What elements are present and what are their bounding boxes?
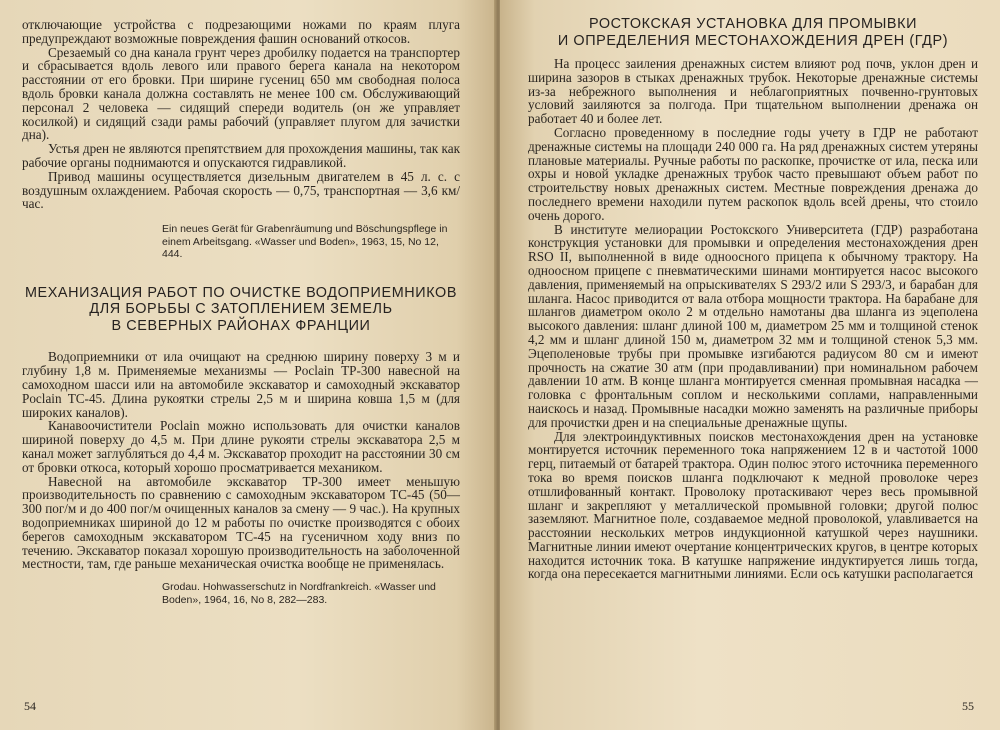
page-number: 55 <box>962 699 974 713</box>
heading-line: МЕХАНИЗАЦИЯ РАБОТ ПО ОЧИСТКЕ ВОДОПРИЕМНИКОВ <box>24 284 458 301</box>
source-citation: Grodau. Hohwasserschutz in Nordfrankreich. «Wasser und Boden», 1964, 16, No 8, 282—283. <box>162 581 436 606</box>
section-heading <box>22 285 460 335</box>
paragraph: Водоприемники от ила очищают на среднюю ширину поверху 3 м и глубину 1,8 м. Применяемые механизмы — Poclain TP-300 навесной на самоходном шасси или на автомобиле экскаватор и самоходный экскаватор Poclain TC-45. Длина рукоятки стрелы 2,5 м и ширина ковша 1,5 м (для широких каналов). <box>22 349 460 420</box>
paragraph: Канавоочистители Poclain можно использовать для очистки каналов шириной поверху до 4,5 м. При длине рукояти стрелы экскаватора 2,5 м канал может заглубляться до 4,4 м. Экскаватор проходит на расстоянии 30 см от бровки откоса, который хорошо просматривается механиком. <box>22 418 460 475</box>
page-number: 54 <box>24 699 36 713</box>
right-page <box>500 0 1000 730</box>
heading-line: В СЕВЕРНЫХ РАЙОНАХ ФРАНЦИИ <box>111 317 371 334</box>
paragraph: В институте мелиорации Ростокского Университета (ГДР) разработана конструкция установки для промывки и определения местонахождения дрен RSO II, выполненной в виде одноосного прицепа к обычному трактору. На одноосном прицепе с пневматическими шинами монтируется насос высокого давления, применяемый на опрыскивателях S 293/2 или S 293/3, и барабан для шланга. Насос приводится от вала отбора мощности трактора. На барабане для шлангов диаметром около 2 м отдельно намотаны два шланга из эцеполена высокого давления: шланг длиной 100 м, диаметром 25 мм и толщиной стенок 4,2 мм и шланг длиной 150 м, диаметром 32 мм и толщиной стенок 5,3 мм. Эцеполеновые трубы при промывке изгибаются радиусом 80 см и имеют прочность на сжатие 30 атм (при продавливании) при номинальном рабочем давлении 10 атм. В конце шланга монтируется сменная промывная насадка — головка с фронтальным соплом и несколькими соплами, направленными наискось и назад. Промывные насадки можно заменять на различные приборы для прочистки дрен и на специальные дренажные щупы. <box>528 221 978 430</box>
paragraph: Срезаемый со дна канала грунт через дробилку подается на транспортер и сбрасывается вдоль левого или правого берега канала на некотором расстоянии от его бровки. При ширине гусениц 650 мм свободная полоса вдоль бровки канала должна составлять не менее 100 см. Обслуживающий персонал 2 человека — сидящий спереди водитель (он же управляет косилкой) и сидящий сзади рамы рабочий (управляет плугом для зачистки дна). <box>22 44 460 143</box>
paragraph: Для электроиндуктивных поисков местонахождения дрен на установке монтируется источник переменного тока напряжением 12 в и частотой 1000 герц, питаемый от батарей трактора. Один полюс этого источника переменного тока во время поисков шланга подключают к медной проволоке через отшлифованный контакт. Проволоку протаскивают через весь промывной шланг и закрепляют у металлической промывной головки; другой полюс заземляют. Магнитное поле, создаваемое медной проволокой, улавливается на расстоянии нескольких метров индукционной катушкой через наушники. Магнитные линии имеют очертание концентрических кругов, в центре которых находится источник тока. В катушке напряжение индуктируется лишь тогда, когда она пересекается магнитными линиями. Если ось катушки располагается <box>528 428 978 582</box>
section-heading <box>528 16 978 49</box>
paragraph: На процесс заиления дренажных систем влияют род почв, уклон дрен и ширина зазоров в стыках дренажных трубок. Некоторые дренажные системы из-за небрежного выполнения и неблагоприятных почвенно-грунтовых условий заиляются за полгода. При тщательном выполнении дренажа он работает 40 и более лет. <box>528 56 978 127</box>
heading-line: ДЛЯ БОРЬБЫ С ЗАТОПЛЕНИЕМ ЗЕМЕЛЬ <box>89 301 393 318</box>
paragraph: Устья дрен не являются препятствием для прохождения машины, так как рабочие органы поднимаются и опускаются гидравликой. <box>22 141 460 170</box>
left-page <box>0 0 496 730</box>
paragraph: Привод машины осуществляется дизельным двигателем в 45 л. с. с воздушным охлаждением. Рабочая скорость — 0,75, транспортная — 3,6 км/час. <box>22 168 460 212</box>
paragraph: отключающие устройства с подрезающими ножами по краям плуга предупреждают возможные повреждения фашин оснований откосов. <box>22 17 460 46</box>
heading-line: РОСТОКСКАЯ УСТАНОВКА ДЛЯ ПРОМЫВКИ <box>588 16 918 32</box>
paragraph: Согласно проведенному в последние годы учету в ГДР не работают дренажные системы на площади 240 000 га. На ряд дренажных систем утеряны плановые материалы. Ручные работы по раскопке, прочистке от ила, песка или охры и новой укладке дренажных трубок часто превышают объем работ по строительству новых дренажных систем. Местные повреждения дренажа до последнего времени находили путем раскопок вдоль всей дрены, что стоило очень дорого. <box>528 124 978 223</box>
paragraph: Навесной на автомобиле экскаватор TP-300 имеет меньшую производительность по сравнению с самоходным экскаватором TC-45 (50—300 пог/м и до 400 пог/м очищенных каналов за смену — 9 час.). На крупных водоприемниках шириной до 12 м работы по очистке производятся с обоих берегов самоходным экскаватором TC-45 на гусеничном ходу вниз по течению. Экскаватор показал хорошую производительность на заболоченной местности, там, где раньше механическая очистка вообще не применялась. <box>22 473 460 572</box>
source-citation: Ein neues Gerät für Grabenräumung und Böschungspflege in einem Arbeitsgang. «Wasser und Boden», 1963, 15, No 12, 444. <box>162 223 448 261</box>
heading-line: И ОПРЕДЕЛЕНИЯ МЕСТОНАХОЖДЕНИЯ ДРЕН (ГДР) <box>557 32 949 49</box>
